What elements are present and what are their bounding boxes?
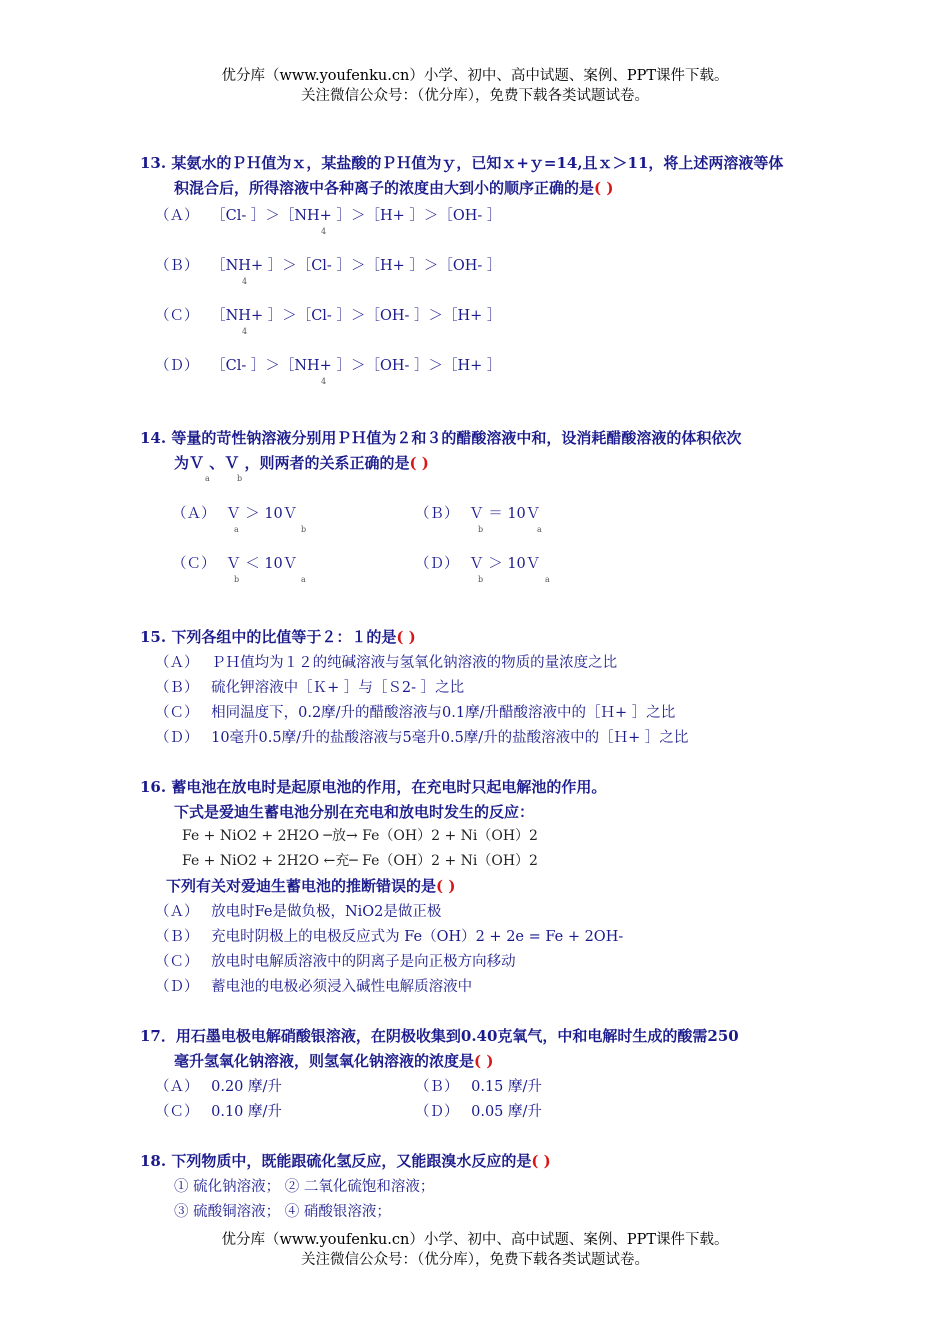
q13-option-d[interactable] <box>155 354 501 375</box>
q17-option-b[interactable] <box>415 1075 542 1096</box>
q13-option-b-subscript: 4 <box>242 277 248 286</box>
q13-stem-line-2 <box>174 177 613 198</box>
q13-option-d-text: ［Cl- ］＞［NH+ ］＞［OH- ］＞［H+ ］ <box>211 358 502 374</box>
q14-stem-line-1: 14. 等量的苛性钠溶液分别用ＰＨ值为２和３的醋酸溶液中和，设消耗醋酸溶液的体积依次 <box>140 429 742 447</box>
q14-option-b[interactable] <box>415 502 540 523</box>
q17-option-c-label: （Ｃ） <box>155 1104 199 1120</box>
q15-stem <box>140 626 416 647</box>
q17-option-d-text: 0.05 摩/升 <box>471 1104 542 1120</box>
q14-option-a-sub2: b <box>301 525 307 534</box>
q15-option-d-text: 10毫升0.5摩/升的盐酸溶液与5毫升0.5摩/升的盐酸溶液中的［Ｈ+ ］之比 <box>211 730 689 746</box>
q16-equation-2: Fe + NiO2 + 2H2O ←充─ Fe（OH）2 + Ni（OH）2 <box>182 853 538 869</box>
q16-option-c[interactable] <box>155 950 516 971</box>
q15-option-d[interactable] <box>155 726 688 747</box>
q16-option-d[interactable] <box>155 975 472 996</box>
q16-option-b[interactable] <box>155 925 623 946</box>
q14-option-b-text: Ｖ ＝ 10Ｖ <box>469 506 541 522</box>
q14-option-a-sub1: a <box>234 525 239 534</box>
q17-option-b-text: 0.15 摩/升 <box>471 1079 542 1095</box>
q18-items-line-2: ③ 硫酸铜溶液； ④ 硝酸银溶液； <box>174 1204 391 1220</box>
q16-option-a[interactable] <box>155 900 441 921</box>
q17-option-a[interactable] <box>155 1075 282 1096</box>
q15-option-d-label: （Ｄ） <box>155 730 199 746</box>
q16-stem-line-2: 下式是爱迪生蓄电池分别在充电和放电时发生的反应： <box>174 803 535 821</box>
header-line-1: 优分库（www.youfenku.cn）小学、初中、高中试题、案例、PPT课件下载。 <box>221 68 729 84</box>
q13-option-a-text: ［Cl- ］＞［NH+ ］＞［H+ ］＞［OH- ］ <box>211 208 502 224</box>
header-line-2: 关注微信公众号：（优分库），免费下载各类试题试卷。 <box>301 88 649 104</box>
q13-option-d-subscript: 4 <box>321 377 327 386</box>
q14-option-b-sub2: a <box>537 525 542 534</box>
q13-option-a-subscript: 4 <box>321 227 327 236</box>
q14-option-a-text: Ｖ ＞ 10Ｖ <box>226 506 298 522</box>
q15-option-c-text: 相同温度下，0.2摩/升的醋酸溶液与0.1摩/升醋酸溶液中的［Ｈ+ ］之比 <box>211 705 676 721</box>
q17-option-d[interactable] <box>415 1100 542 1121</box>
q16-option-b-label: （Ｂ） <box>155 929 199 945</box>
q15-stem-text: 15. 下列各组中的比值等于２：１的是 <box>140 628 397 646</box>
q15-option-c[interactable] <box>155 701 675 722</box>
footer-line-2: 关注微信公众号：（优分库），免费下载各类试题试卷。 <box>301 1252 649 1268</box>
q13-option-a[interactable] <box>155 204 501 225</box>
q17-option-a-label: （Ａ） <box>155 1079 199 1095</box>
q14-option-c-label: （Ｃ） <box>172 556 216 572</box>
q16-option-a-label: （Ａ） <box>155 904 199 920</box>
q16-stem-line-3 <box>166 875 455 896</box>
q14-option-b-label: （Ｂ） <box>415 506 459 522</box>
q15-option-a-label: （Ａ） <box>155 655 199 671</box>
q13-option-c-subscript: 4 <box>242 327 248 336</box>
q14-option-d-label: （Ｄ） <box>415 556 459 572</box>
q15-option-b-label: （Ｂ） <box>155 680 199 696</box>
q14-option-b-sub1: b <box>478 525 484 534</box>
q15-option-a-text: ＰＨ值均为１２的纯碱溶液与氢氧化钠溶液的物质的量浓度之比 <box>211 655 618 671</box>
q14-sub-b: b <box>237 474 243 483</box>
q13-option-c-text: ［NH+ ］＞［Cl- ］＞［OH- ］＞［H+ ］ <box>211 308 502 324</box>
q17-option-a-text: 0.20 摩/升 <box>211 1079 282 1095</box>
q14-option-a[interactable] <box>172 502 297 523</box>
q14-answer-blank[interactable]: ( ) <box>409 454 429 472</box>
q14-option-d-sub2: a <box>545 575 550 584</box>
q13-option-b-text: ［NH+ ］＞［Cl- ］＞［H+ ］＞［OH- ］ <box>211 258 502 274</box>
q17-option-b-label: （Ｂ） <box>415 1079 459 1095</box>
q16-equation-1: Fe + NiO2 + 2H2O ─放→ Fe（OH）2 + Ni（OH）2 <box>182 828 538 844</box>
q16-answer-blank[interactable]: ( ) <box>436 877 456 895</box>
footer-line-1: 优分库（www.youfenku.cn）小学、初中、高中试题、案例、PPT课件下载。 <box>221 1232 729 1248</box>
q15-option-c-label: （Ｃ） <box>155 705 199 721</box>
q16-option-c-label: （Ｃ） <box>155 954 199 970</box>
q14-option-c[interactable] <box>172 552 297 573</box>
q18-stem-text: 18. 下列物质中，既能跟硫化氢反应，又能跟溴水反应的是 <box>140 1152 532 1170</box>
q13-option-c[interactable] <box>155 304 501 325</box>
q17-answer-blank[interactable]: ( ) <box>474 1052 494 1070</box>
q17-option-c-text: 0.10 摩/升 <box>211 1104 282 1120</box>
q14-option-c-text: Ｖ ＜ 10Ｖ <box>226 556 298 572</box>
q13-stem-line-1: 13. 某氨水的ＰＨ值为ｘ，某盐酸的ＰＨ值为ｙ，已知ｘ+ｙ=14,且ｘ＞11，将上述两溶液等体 <box>140 154 784 172</box>
q15-answer-blank[interactable]: ( ) <box>396 628 416 646</box>
q18-items-line-1: ① 硫化钠溶液； ② 二氧化硫饱和溶液； <box>174 1179 435 1195</box>
q17-stem-line-2 <box>174 1050 493 1071</box>
q18-stem <box>140 1150 551 1171</box>
q14-option-c-sub1: b <box>234 575 240 584</box>
q14-option-d-sub1: b <box>478 575 484 584</box>
q16-option-c-text: 放电时电解质溶液中的阴离子是向正极方向移动 <box>211 954 516 970</box>
q16-option-d-label: （Ｄ） <box>155 979 199 995</box>
q15-option-b[interactable] <box>155 676 464 697</box>
q14-stem-line-2 <box>174 452 429 473</box>
q13-option-b-label: （Ｂ） <box>155 258 199 274</box>
q17-option-c[interactable] <box>155 1100 282 1121</box>
q13-option-c-label: （Ｃ） <box>155 308 199 324</box>
q16-option-b-text: 充电时阴极上的电极反应式为 Fe（OH）2 + 2e = Fe + 2OH- <box>211 929 624 945</box>
q13-option-a-label: （Ａ） <box>155 208 199 224</box>
q16-option-d-text: 蓄电池的电极必须浸入碱性电解质溶液中 <box>211 979 473 995</box>
q13-stem-text: 积混合后，所得溶液中各种离子的浓度由大到小的顺序正确的是 <box>174 179 595 197</box>
q17-stem-text: 毫升氢氧化钠溶液，则氢氧化钠溶液的浓度是 <box>174 1052 475 1070</box>
q17-stem-line-1: 17．用石墨电极电解硝酸银溶液，在阴极收集到0.40克氧气，中和电解时生成的酸需250 <box>140 1027 739 1045</box>
q14-stem-text: 为Ｖ 、Ｖ ，则两者的关系正确的是 <box>174 454 410 472</box>
q14-option-d-text: Ｖ ＞ 10Ｖ <box>469 556 541 572</box>
q14-option-a-label: （Ａ） <box>172 506 216 522</box>
q15-option-a[interactable] <box>155 651 617 672</box>
q14-option-c-sub2: a <box>301 575 306 584</box>
q13-answer-blank[interactable]: ( ) <box>594 179 614 197</box>
q16-stem-text: 下列有关对爱迪生蓄电池的推断错误的是 <box>166 877 437 895</box>
q17-option-d-label: （Ｄ） <box>415 1104 459 1120</box>
q18-answer-blank[interactable]: ( ) <box>531 1152 551 1170</box>
q14-option-d[interactable] <box>415 552 540 573</box>
q15-option-b-text: 硫化钾溶液中［Ｋ+ ］与［Ｓ2- ］之比 <box>211 680 465 696</box>
q16-stem-line-1: 16. 蓄电池在放电时是起原电池的作用，在充电时只起电解池的作用。 <box>140 778 607 796</box>
q13-option-b[interactable] <box>155 254 501 275</box>
q13-option-d-label: （Ｄ） <box>155 358 199 374</box>
q16-option-a-text: 放电时Fe是做负极，NiO2是做正极 <box>211 904 442 920</box>
q14-sub-a: a <box>205 474 210 483</box>
